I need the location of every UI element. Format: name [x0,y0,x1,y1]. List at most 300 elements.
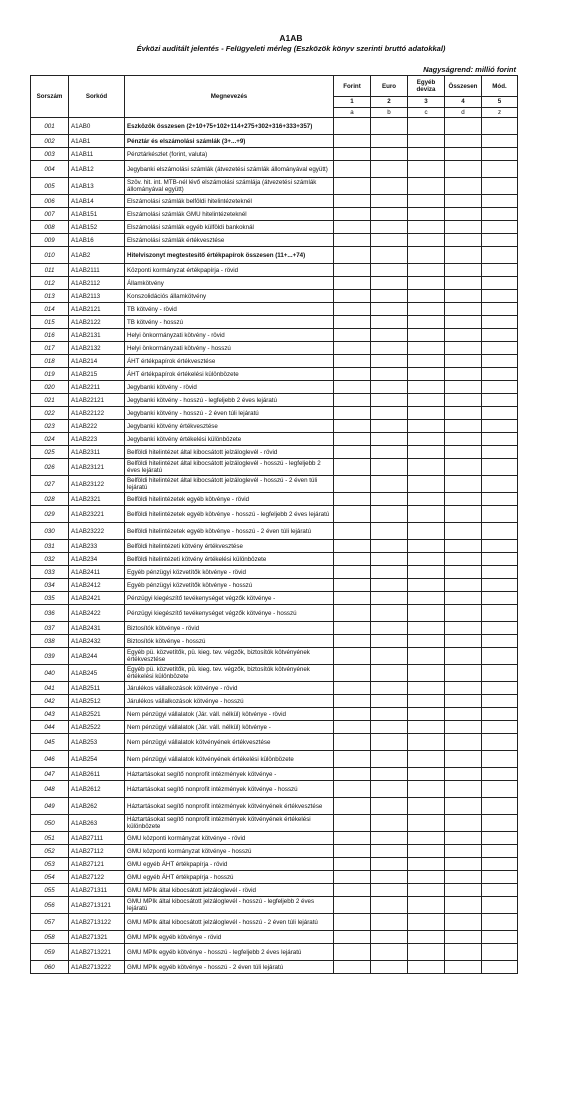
cell-mod[interactable] [482,832,518,845]
cell-osszesen[interactable] [445,858,482,871]
cell-mod[interactable] [482,695,518,708]
cell-forint[interactable] [334,433,371,446]
cell-osszesen[interactable] [445,148,482,161]
cell-osszesen[interactable] [445,721,482,734]
cell-euro[interactable] [371,433,408,446]
cell-osszesen[interactable] [445,493,482,506]
cell-egyeb-deviza[interactable] [408,579,445,592]
cell-osszesen[interactable] [445,914,482,931]
cell-egyeb-deviza[interactable] [408,277,445,290]
cell-forint[interactable] [334,329,371,342]
cell-osszesen[interactable] [445,579,482,592]
cell-osszesen[interactable] [445,648,482,665]
cell-forint[interactable] [334,135,371,148]
cell-egyeb-deviza[interactable] [408,247,445,264]
cell-egyeb-deviza[interactable] [408,721,445,734]
cell-mod[interactable] [482,682,518,695]
cell-egyeb-deviza[interactable] [408,871,445,884]
cell-euro[interactable] [371,195,408,208]
cell-osszesen[interactable] [445,961,482,974]
cell-mod[interactable] [482,914,518,931]
cell-forint[interactable] [334,884,371,897]
cell-osszesen[interactable] [445,178,482,195]
cell-forint[interactable] [334,768,371,781]
cell-mod[interactable] [482,476,518,493]
cell-forint[interactable] [334,316,371,329]
cell-mod[interactable] [482,871,518,884]
cell-egyeb-deviza[interactable] [408,234,445,247]
cell-euro[interactable] [371,734,408,751]
cell-mod[interactable] [482,845,518,858]
cell-euro[interactable] [371,931,408,944]
cell-egyeb-deviza[interactable] [408,540,445,553]
cell-euro[interactable] [371,695,408,708]
cell-egyeb-deviza[interactable] [408,566,445,579]
cell-forint[interactable] [334,781,371,798]
cell-euro[interactable] [371,316,408,329]
cell-mod[interactable] [482,897,518,914]
cell-osszesen[interactable] [445,734,482,751]
cell-mod[interactable] [482,208,518,221]
cell-egyeb-deviza[interactable] [408,148,445,161]
cell-euro[interactable] [371,476,408,493]
cell-forint[interactable] [334,161,371,178]
cell-mod[interactable] [482,118,518,135]
cell-osszesen[interactable] [445,208,482,221]
cell-egyeb-deviza[interactable] [408,493,445,506]
cell-forint[interactable] [334,208,371,221]
cell-osszesen[interactable] [445,815,482,832]
cell-forint[interactable] [334,566,371,579]
cell-egyeb-deviza[interactable] [408,459,445,476]
cell-forint[interactable] [334,420,371,433]
cell-osszesen[interactable] [445,368,482,381]
cell-mod[interactable] [482,277,518,290]
cell-osszesen[interactable] [445,553,482,566]
cell-forint[interactable] [334,897,371,914]
cell-forint[interactable] [334,845,371,858]
cell-osszesen[interactable] [445,329,482,342]
cell-euro[interactable] [371,208,408,221]
cell-osszesen[interactable] [445,506,482,523]
cell-egyeb-deviza[interactable] [408,605,445,622]
cell-mod[interactable] [482,523,518,540]
cell-osszesen[interactable] [445,944,482,961]
cell-forint[interactable] [334,195,371,208]
cell-egyeb-deviza[interactable] [408,695,445,708]
cell-euro[interactable] [371,897,408,914]
cell-euro[interactable] [371,832,408,845]
cell-forint[interactable] [334,832,371,845]
cell-forint[interactable] [334,751,371,768]
cell-euro[interactable] [371,459,408,476]
cell-forint[interactable] [334,407,371,420]
cell-euro[interactable] [371,493,408,506]
cell-egyeb-deviza[interactable] [408,553,445,566]
cell-forint[interactable] [334,247,371,264]
cell-mod[interactable] [482,329,518,342]
cell-mod[interactable] [482,708,518,721]
cell-egyeb-deviza[interactable] [408,420,445,433]
cell-osszesen[interactable] [445,897,482,914]
cell-egyeb-deviza[interactable] [408,195,445,208]
cell-mod[interactable] [482,605,518,622]
cell-egyeb-deviza[interactable] [408,394,445,407]
cell-forint[interactable] [334,665,371,682]
cell-mod[interactable] [482,858,518,871]
cell-osszesen[interactable] [445,446,482,459]
cell-euro[interactable] [371,394,408,407]
cell-euro[interactable] [371,161,408,178]
cell-forint[interactable] [334,931,371,944]
cell-mod[interactable] [482,566,518,579]
cell-osszesen[interactable] [445,884,482,897]
cell-mod[interactable] [482,247,518,264]
cell-mod[interactable] [482,459,518,476]
cell-egyeb-deviza[interactable] [408,342,445,355]
cell-osszesen[interactable] [445,751,482,768]
cell-euro[interactable] [371,381,408,394]
cell-euro[interactable] [371,234,408,247]
cell-osszesen[interactable] [445,234,482,247]
cell-forint[interactable] [334,540,371,553]
cell-euro[interactable] [371,264,408,277]
cell-euro[interactable] [371,303,408,316]
cell-egyeb-deviza[interactable] [408,221,445,234]
cell-forint[interactable] [334,695,371,708]
cell-euro[interactable] [371,798,408,815]
cell-forint[interactable] [334,381,371,394]
cell-egyeb-deviza[interactable] [408,476,445,493]
cell-forint[interactable] [334,178,371,195]
cell-osszesen[interactable] [445,277,482,290]
cell-osszesen[interactable] [445,407,482,420]
cell-egyeb-deviza[interactable] [408,961,445,974]
cell-egyeb-deviza[interactable] [408,708,445,721]
cell-osszesen[interactable] [445,605,482,622]
cell-mod[interactable] [482,420,518,433]
cell-egyeb-deviza[interactable] [408,931,445,944]
cell-euro[interactable] [371,622,408,635]
cell-mod[interactable] [482,178,518,195]
cell-osszesen[interactable] [445,355,482,368]
cell-mod[interactable] [482,734,518,751]
cell-egyeb-deviza[interactable] [408,751,445,768]
cell-egyeb-deviza[interactable] [408,118,445,135]
cell-egyeb-deviza[interactable] [408,368,445,381]
cell-egyeb-deviza[interactable] [408,635,445,648]
cell-euro[interactable] [371,961,408,974]
cell-egyeb-deviza[interactable] [408,446,445,459]
cell-egyeb-deviza[interactable] [408,832,445,845]
cell-euro[interactable] [371,118,408,135]
cell-mod[interactable] [482,768,518,781]
cell-forint[interactable] [334,798,371,815]
cell-mod[interactable] [482,148,518,161]
cell-mod[interactable] [482,635,518,648]
cell-mod[interactable] [482,264,518,277]
cell-forint[interactable] [334,394,371,407]
cell-forint[interactable] [334,523,371,540]
cell-euro[interactable] [371,944,408,961]
cell-mod[interactable] [482,506,518,523]
cell-egyeb-deviza[interactable] [408,845,445,858]
cell-euro[interactable] [371,566,408,579]
cell-osszesen[interactable] [445,420,482,433]
cell-osszesen[interactable] [445,845,482,858]
cell-forint[interactable] [334,721,371,734]
cell-egyeb-deviza[interactable] [408,798,445,815]
cell-euro[interactable] [371,858,408,871]
cell-euro[interactable] [371,768,408,781]
cell-euro[interactable] [371,605,408,622]
cell-euro[interactable] [371,751,408,768]
cell-forint[interactable] [334,914,371,931]
cell-forint[interactable] [334,234,371,247]
cell-egyeb-deviza[interactable] [408,884,445,897]
cell-forint[interactable] [334,708,371,721]
cell-mod[interactable] [482,381,518,394]
cell-osszesen[interactable] [445,931,482,944]
cell-osszesen[interactable] [445,768,482,781]
cell-mod[interactable] [482,665,518,682]
cell-mod[interactable] [482,579,518,592]
cell-euro[interactable] [371,579,408,592]
cell-euro[interactable] [371,446,408,459]
cell-mod[interactable] [482,751,518,768]
cell-mod[interactable] [482,540,518,553]
cell-egyeb-deviza[interactable] [408,264,445,277]
cell-egyeb-deviza[interactable] [408,944,445,961]
cell-euro[interactable] [371,247,408,264]
cell-euro[interactable] [371,329,408,342]
cell-forint[interactable] [334,221,371,234]
cell-forint[interactable] [334,622,371,635]
cell-mod[interactable] [482,342,518,355]
cell-mod[interactable] [482,798,518,815]
cell-euro[interactable] [371,355,408,368]
cell-egyeb-deviza[interactable] [408,781,445,798]
cell-egyeb-deviza[interactable] [408,407,445,420]
cell-egyeb-deviza[interactable] [408,648,445,665]
cell-osszesen[interactable] [445,695,482,708]
cell-egyeb-deviza[interactable] [408,316,445,329]
cell-mod[interactable] [482,721,518,734]
cell-osszesen[interactable] [445,476,482,493]
cell-osszesen[interactable] [445,622,482,635]
cell-forint[interactable] [334,303,371,316]
cell-egyeb-deviza[interactable] [408,433,445,446]
cell-forint[interactable] [334,368,371,381]
cell-mod[interactable] [482,815,518,832]
cell-euro[interactable] [371,420,408,433]
cell-forint[interactable] [334,961,371,974]
cell-forint[interactable] [334,553,371,566]
cell-euro[interactable] [371,635,408,648]
cell-mod[interactable] [482,781,518,798]
cell-euro[interactable] [371,540,408,553]
cell-egyeb-deviza[interactable] [408,592,445,605]
cell-forint[interactable] [334,342,371,355]
cell-euro[interactable] [371,648,408,665]
cell-mod[interactable] [482,316,518,329]
cell-mod[interactable] [482,493,518,506]
cell-osszesen[interactable] [445,871,482,884]
cell-egyeb-deviza[interactable] [408,914,445,931]
cell-forint[interactable] [334,592,371,605]
cell-egyeb-deviza[interactable] [408,161,445,178]
cell-osszesen[interactable] [445,247,482,264]
cell-osszesen[interactable] [445,708,482,721]
cell-mod[interactable] [482,433,518,446]
cell-euro[interactable] [371,506,408,523]
cell-osszesen[interactable] [445,635,482,648]
cell-forint[interactable] [334,355,371,368]
cell-osszesen[interactable] [445,540,482,553]
cell-mod[interactable] [482,446,518,459]
cell-forint[interactable] [334,815,371,832]
cell-osszesen[interactable] [445,832,482,845]
cell-mod[interactable] [482,161,518,178]
cell-mod[interactable] [482,355,518,368]
cell-euro[interactable] [371,368,408,381]
cell-osszesen[interactable] [445,665,482,682]
cell-forint[interactable] [334,635,371,648]
cell-forint[interactable] [334,579,371,592]
cell-egyeb-deviza[interactable] [408,768,445,781]
cell-forint[interactable] [334,605,371,622]
cell-euro[interactable] [371,815,408,832]
cell-mod[interactable] [482,195,518,208]
cell-osszesen[interactable] [445,394,482,407]
cell-euro[interactable] [371,721,408,734]
cell-mod[interactable] [482,622,518,635]
cell-euro[interactable] [371,914,408,931]
cell-forint[interactable] [334,682,371,695]
cell-mod[interactable] [482,884,518,897]
cell-mod[interactable] [482,394,518,407]
cell-osszesen[interactable] [445,316,482,329]
cell-egyeb-deviza[interactable] [408,178,445,195]
cell-egyeb-deviza[interactable] [408,329,445,342]
cell-osszesen[interactable] [445,781,482,798]
cell-mod[interactable] [482,290,518,303]
cell-mod[interactable] [482,944,518,961]
cell-egyeb-deviza[interactable] [408,734,445,751]
cell-forint[interactable] [334,459,371,476]
cell-forint[interactable] [334,493,371,506]
cell-forint[interactable] [334,290,371,303]
cell-egyeb-deviza[interactable] [408,303,445,316]
cell-euro[interactable] [371,781,408,798]
cell-forint[interactable] [334,648,371,665]
cell-osszesen[interactable] [445,459,482,476]
cell-egyeb-deviza[interactable] [408,665,445,682]
cell-euro[interactable] [371,221,408,234]
cell-mod[interactable] [482,234,518,247]
cell-mod[interactable] [482,592,518,605]
cell-forint[interactable] [334,264,371,277]
cell-mod[interactable] [482,961,518,974]
cell-mod[interactable] [482,553,518,566]
cell-osszesen[interactable] [445,566,482,579]
cell-osszesen[interactable] [445,290,482,303]
cell-mod[interactable] [482,368,518,381]
cell-forint[interactable] [334,446,371,459]
cell-euro[interactable] [371,665,408,682]
cell-egyeb-deviza[interactable] [408,682,445,695]
cell-mod[interactable] [482,303,518,316]
cell-osszesen[interactable] [445,381,482,394]
cell-euro[interactable] [371,407,408,420]
cell-euro[interactable] [371,871,408,884]
cell-mod[interactable] [482,648,518,665]
cell-osszesen[interactable] [445,303,482,316]
cell-forint[interactable] [334,944,371,961]
cell-euro[interactable] [371,845,408,858]
cell-euro[interactable] [371,592,408,605]
cell-euro[interactable] [371,553,408,566]
cell-euro[interactable] [371,178,408,195]
cell-euro[interactable] [371,682,408,695]
cell-osszesen[interactable] [445,135,482,148]
cell-osszesen[interactable] [445,118,482,135]
cell-euro[interactable] [371,135,408,148]
cell-forint[interactable] [334,506,371,523]
cell-egyeb-deviza[interactable] [408,897,445,914]
cell-egyeb-deviza[interactable] [408,858,445,871]
cell-egyeb-deviza[interactable] [408,381,445,394]
cell-osszesen[interactable] [445,682,482,695]
cell-euro[interactable] [371,708,408,721]
cell-forint[interactable] [334,277,371,290]
cell-forint[interactable] [334,871,371,884]
cell-forint[interactable] [334,858,371,871]
cell-mod[interactable] [482,407,518,420]
cell-osszesen[interactable] [445,798,482,815]
cell-mod[interactable] [482,931,518,944]
cell-forint[interactable] [334,476,371,493]
cell-osszesen[interactable] [445,161,482,178]
cell-egyeb-deviza[interactable] [408,208,445,221]
cell-forint[interactable] [334,148,371,161]
cell-mod[interactable] [482,135,518,148]
cell-forint[interactable] [334,118,371,135]
cell-euro[interactable] [371,523,408,540]
cell-egyeb-deviza[interactable] [408,506,445,523]
cell-euro[interactable] [371,290,408,303]
cell-mod[interactable] [482,221,518,234]
cell-forint[interactable] [334,734,371,751]
cell-osszesen[interactable] [445,433,482,446]
cell-egyeb-deviza[interactable] [408,290,445,303]
cell-osszesen[interactable] [445,221,482,234]
cell-osszesen[interactable] [445,195,482,208]
cell-egyeb-deviza[interactable] [408,622,445,635]
cell-osszesen[interactable] [445,523,482,540]
cell-osszesen[interactable] [445,342,482,355]
cell-egyeb-deviza[interactable] [408,135,445,148]
cell-euro[interactable] [371,277,408,290]
cell-osszesen[interactable] [445,592,482,605]
cell-euro[interactable] [371,342,408,355]
cell-osszesen[interactable] [445,264,482,277]
cell-egyeb-deviza[interactable] [408,815,445,832]
cell-euro[interactable] [371,884,408,897]
cell-egyeb-deviza[interactable] [408,355,445,368]
cell-egyeb-deviza[interactable] [408,523,445,540]
cell-euro[interactable] [371,148,408,161]
